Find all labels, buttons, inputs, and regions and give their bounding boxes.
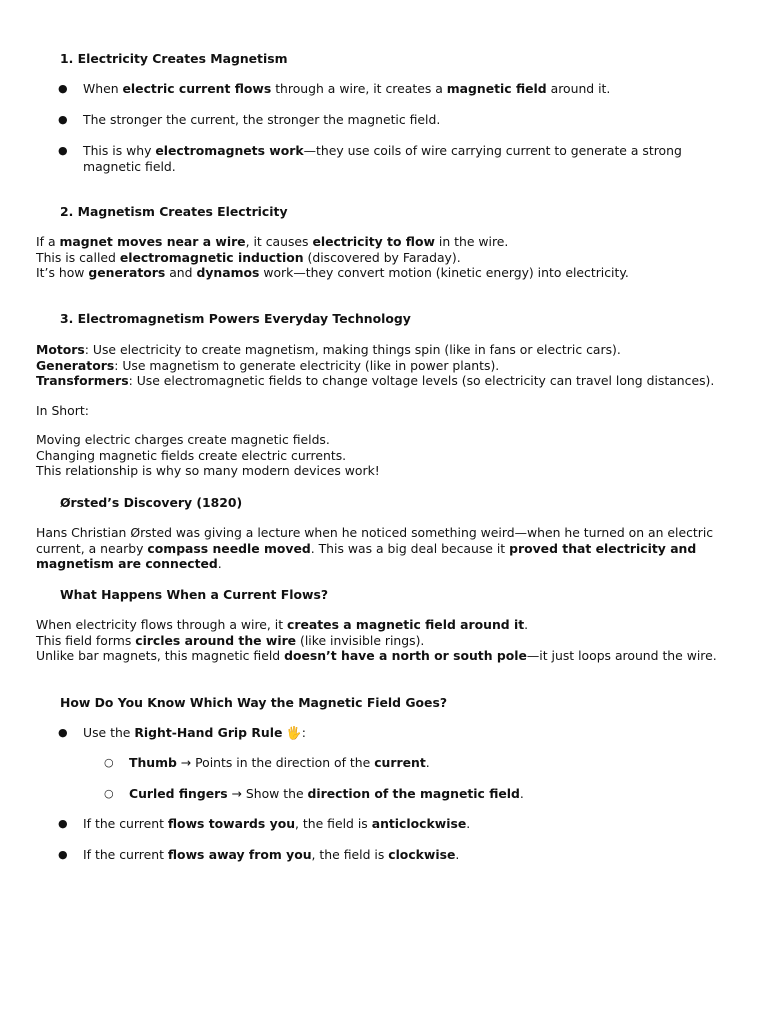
- bullet-text: Use the Right-Hand Grip Rule 🖐:: [83, 725, 306, 740]
- bullet-text: This is why electromagnets work—they use coils of wire carrying current to generate a strong magnetic field.: [83, 143, 682, 174]
- sub-bullet-icon: ○: [104, 756, 114, 769]
- bullet-icon: ●: [58, 113, 68, 126]
- paragraph-in-short: Moving electric charges create magnetic fields. Changing magnetic fields create electric currents. This relationship is why so many modern devices work!: [36, 432, 380, 478]
- bullet-icon: ●: [58, 726, 68, 739]
- paragraph-orsted: Hans Christian Ørsted was giving a lecture when he noticed something weird—when he turned on an electric current, a nearby compass needle moved. This was a big deal because it proved that electricity and magnetism are connected.: [36, 525, 714, 571]
- bullet-text: If the current flows towards you, the field is anticlockwise.: [83, 816, 471, 831]
- hand-icon: 🖐: [282, 725, 302, 740]
- bullet-icon: ●: [58, 82, 68, 95]
- paragraph-current: When electricity flows through a wire, it creates a magnetic field around it. This field forms circles around the wire (like invisible rings). Unlike bar magnets, this magnetic field doesn’t have a north or south pole—it just loops around the wire.: [36, 617, 717, 663]
- bullet-icon: ●: [58, 817, 68, 830]
- heading-magnetism-creates-electricity: 2. Magnetism Creates Electricity: [60, 204, 288, 219]
- bullet-icon: ●: [58, 144, 68, 157]
- in-short-label: In Short:: [36, 403, 89, 418]
- bullet-text: If the current flows away from you, the field is clockwise.: [83, 847, 460, 862]
- sub-bullet-icon: ○: [104, 787, 114, 800]
- paragraph-technology: Motors: Use electricity to create magnetism, making things spin (like in fans or electric cars). Generators: Use magnetism to generate electricity (like in power plants). Transformers: Use electromagnetic fields to change voltage levels (so electricity can travel long distances).: [36, 342, 715, 388]
- heading-field-direction: How Do You Know Which Way the Magnetic Field Goes?: [60, 695, 448, 710]
- paragraph-induction: If a magnet moves near a wire, it causes electricity to flow in the wire. This is called electromagnetic induction (discovered by Faraday). It’s how generators and dynamos work—they convert motion (kinetic energy) into electricity.: [36, 234, 629, 280]
- heading-everyday-technology: 3. Electromagnetism Powers Everyday Technology: [60, 311, 411, 326]
- heading-current-flows: What Happens When a Current Flows?: [60, 587, 329, 602]
- bullet-text: When electric current flows through a wire, it creates a magnetic field around it.: [83, 81, 611, 96]
- heading-orsted-discovery: Ørsted’s Discovery (1820): [60, 495, 243, 510]
- bullet-text: The stronger the current, the stronger the magnetic field.: [83, 112, 441, 127]
- sub-bullet-text: Thumb → Points in the direction of the current.: [129, 755, 430, 770]
- bullet-icon: ●: [58, 848, 68, 861]
- sub-bullet-text: Curled fingers → Show the direction of the magnetic field.: [129, 786, 524, 801]
- heading-electricity-creates-magnetism: 1. Electricity Creates Magnetism: [60, 51, 288, 66]
